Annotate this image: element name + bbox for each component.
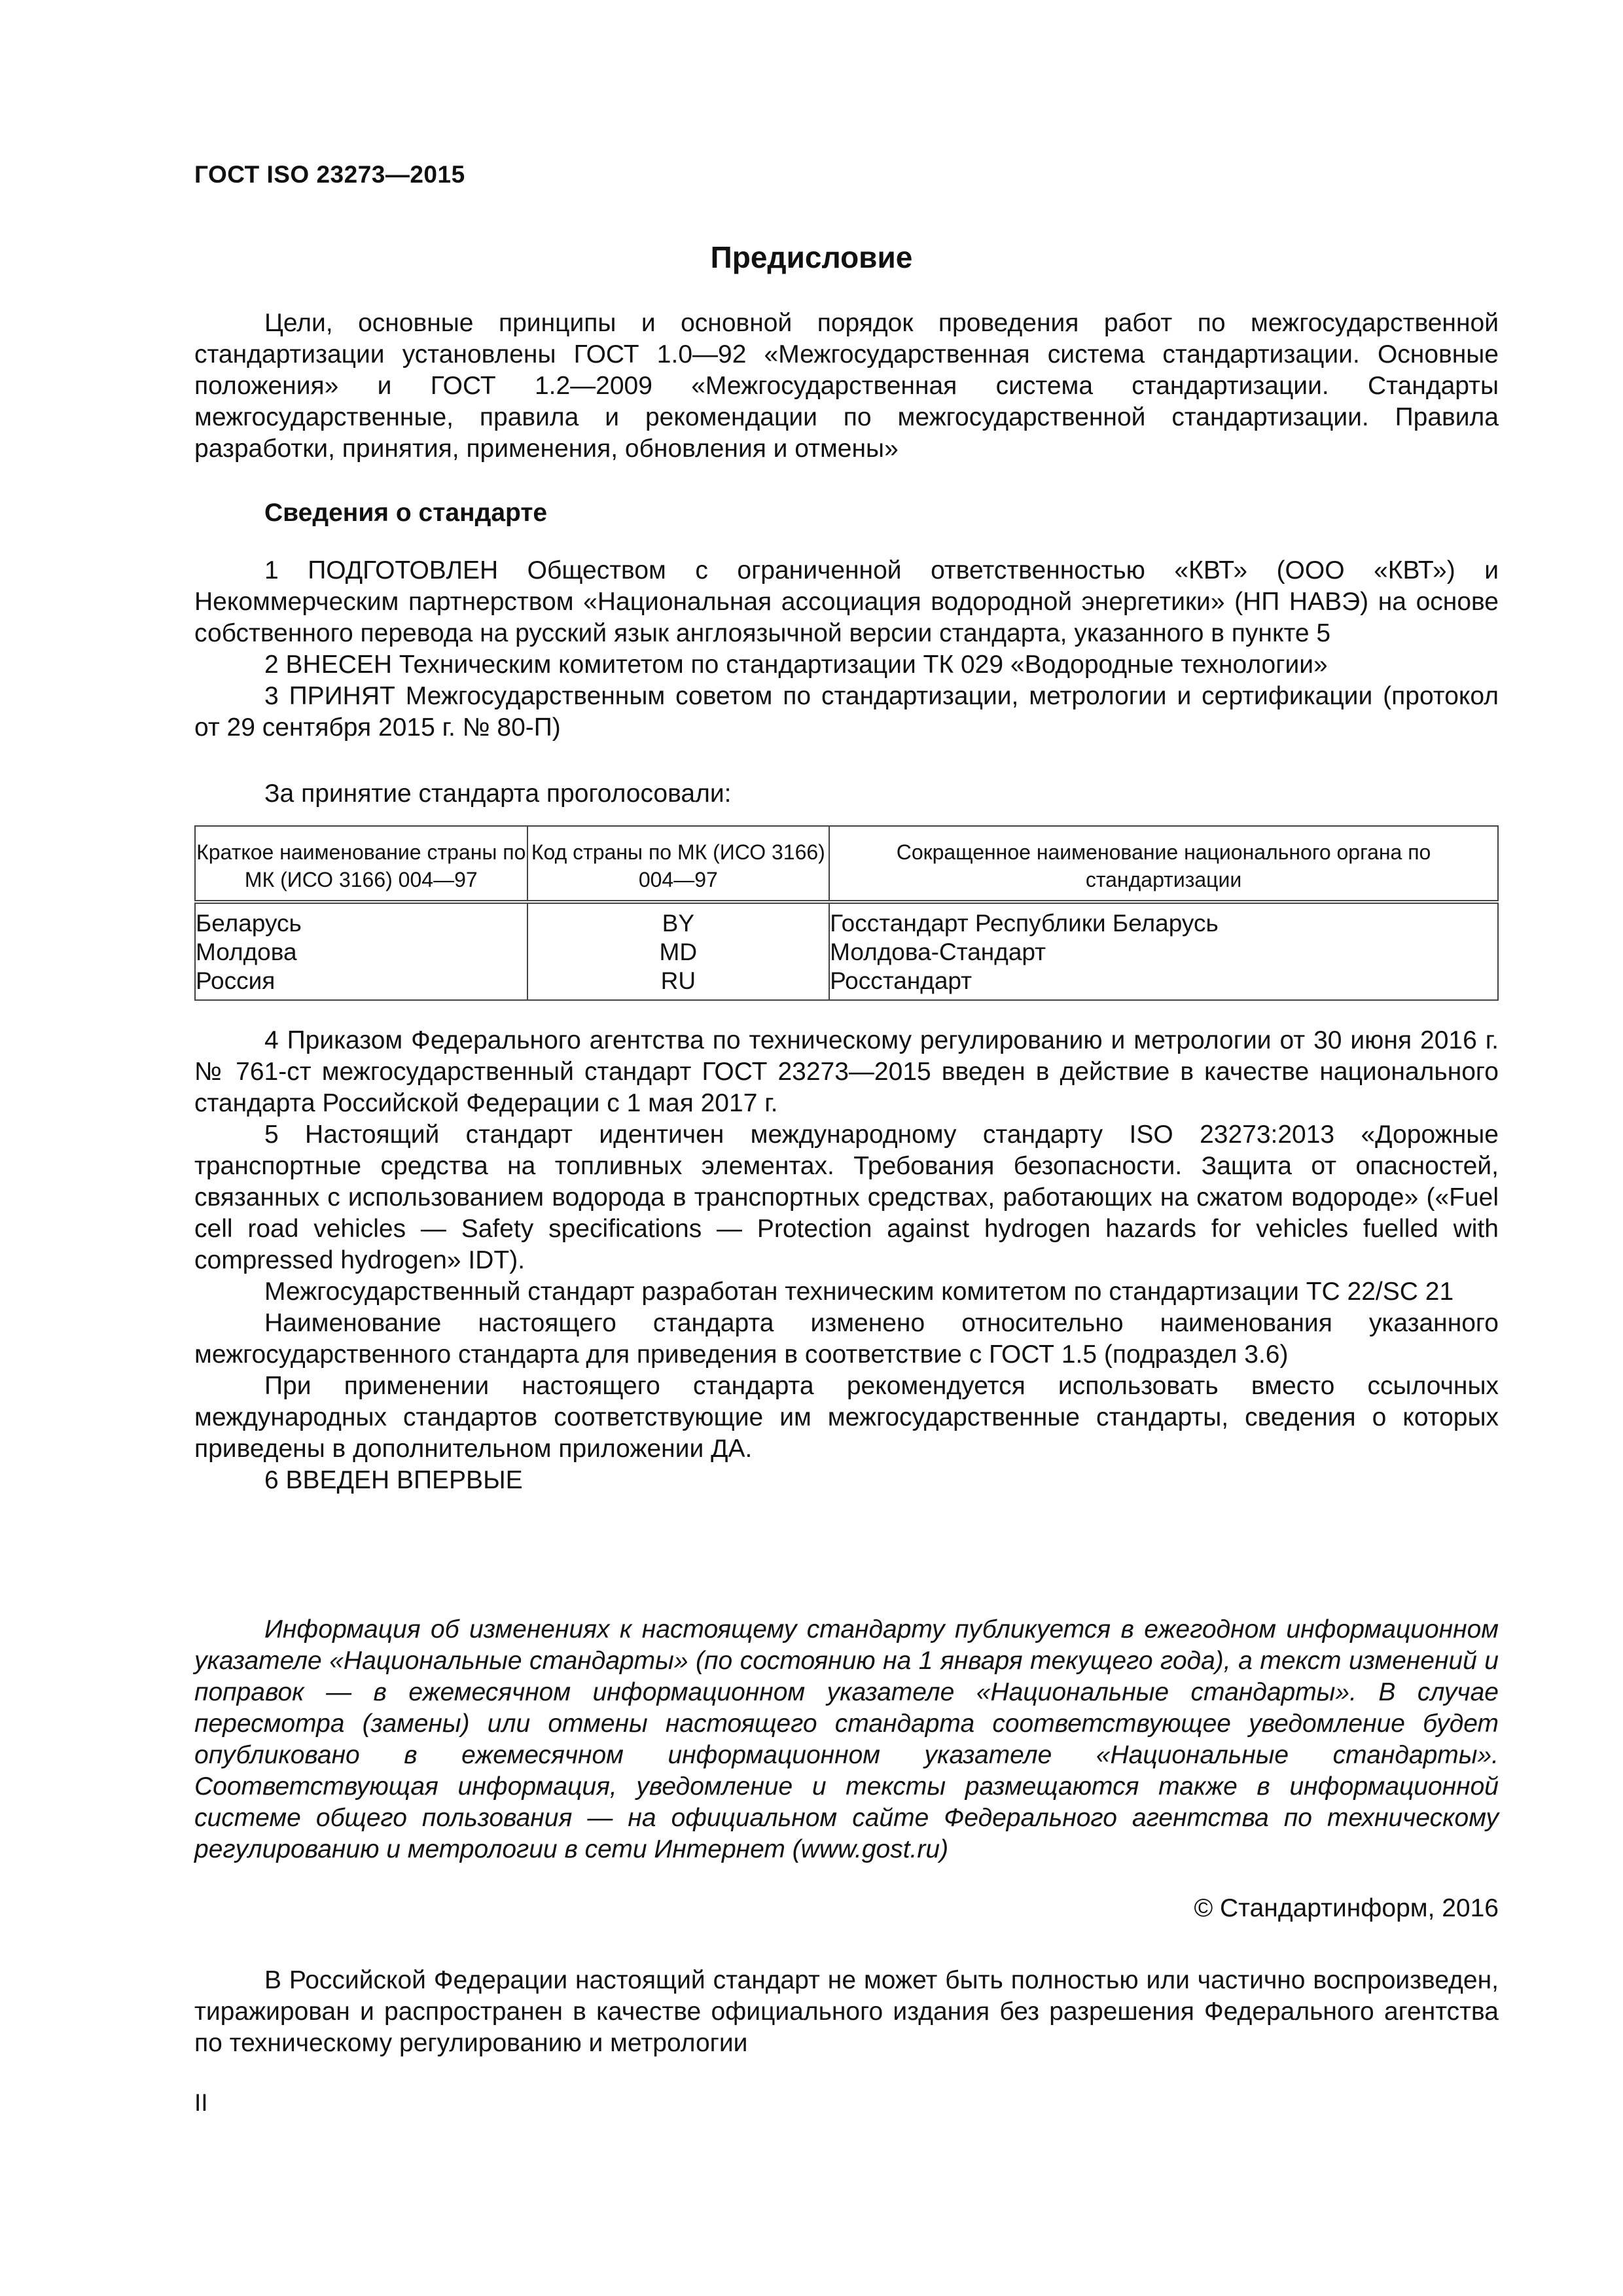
developer-note: Межгосударственный стандарт разработан техническим комитетом по стандартизации TC 22/SC 21 (264, 1278, 1454, 1306)
country-code: BY (527, 902, 830, 938)
country-name: Молдова (195, 938, 527, 967)
title-change-note: Наименование настоящего стандарта изменено относительно наименования указанного межгосударственного стандарта для приведения в соответствие с ГОСТ 1.5 (подраздел 3.6) (194, 1309, 1499, 1369)
header-national-body: Сокращенное наименование национального органа по стандартизации (829, 826, 1498, 902)
national-body: Госстандарт Республики Беларусь (829, 902, 1498, 938)
table-header-row (195, 826, 1498, 902)
reproduction-section (194, 1965, 1499, 2059)
country-code: RU (527, 967, 830, 1000)
voted-label: За принятие стандарта проголосовали: (264, 780, 732, 808)
country-name: Беларусь (195, 902, 527, 938)
table-row (195, 967, 1498, 1000)
table-row (195, 938, 1498, 967)
reproduction-notice: В Российской Федерации настоящий стандарт не может быть полностью или частично воспроизведен, тиражирован и распространен в качестве официального издания без разрешения Федерального агентства по техническому регулированию и метрологии (194, 1966, 1499, 2057)
country-name: Россия (195, 967, 527, 1000)
intro-section (194, 308, 1499, 465)
intro-paragraph: Цели, основные принципы и основной порядок проведения работ по межгосударственной стандартизации установлены ГОСТ 1.0—92 «Межгосударственная система стандартизации. Основные положения» и ГОСТ 1.2—2009 «Межгосударственная система стандартизации. Стандарты межгосударственные, правила и рекомендации по межгосударственной стандартизации. Правила разработки, принятия, применения, обновления и отмены» (194, 309, 1499, 463)
national-body: Росстандарт (829, 967, 1498, 1000)
page-title: Предисловие (710, 240, 913, 274)
standard-code: ГОСТ ISO 23273—2015 (194, 161, 465, 188)
header-country-name: Краткое наименование страны по МК (ИСО 3166) 004—97 (195, 826, 527, 902)
info-item-6: 6 ВВЕДЕН ВПЕРВЫЕ (264, 1466, 523, 1494)
standard-info-items (194, 555, 1499, 744)
national-body: Молдова-Стандарт (829, 938, 1498, 967)
info-item-3: 3 ПРИНЯТ Межгосударственным советом по стандартизации, метрологии и сертификации (протокол от 29 сентября 2015 г. № 80-П) (194, 682, 1499, 742)
info-item-5: 5 Настоящий стандарт идентичен международному стандарту ISO 23273:2013 «Дорожные транспортные средства на топливных элементах. Требования безопасности. Защита от опасностей, связанных с использованием водорода в транспортных средствах, работающих на сжатом водороде» («Fuel cell road vehicles — Safety specifications — Protection against hydrogen hazards for vehicles fuelled with compressed hydrogen» IDT). (194, 1121, 1499, 1274)
references-note: При применении настоящего стандарта рекомендуется использовать вместо ссылочных международных стандартов соответствующие им межгосударственные стандарты, сведения о которых приведены в дополнительном приложении ДА. (194, 1372, 1499, 1463)
info-item-1: 1 ПОДГОТОВЛЕН Обществом с ограниченной ответственностью «КВТ» (ООО «КВТ») и Некоммерческим партнерством «Национальная ассоциация водородной энергетики» (НП НАВЭ) на основе собственного перевода на русский язык англоязычной версии стандарта, указанного в пункте 5 (194, 556, 1499, 647)
standard-info-items-continued (194, 1025, 1499, 1496)
standard-info-heading: Сведения о стандарте (264, 499, 548, 527)
page-number: II (194, 2089, 208, 2116)
info-item-4: 4 Приказом Федерального агентства по техническому регулированию и метрологии от 30 июня 2016 г. № 761-ст межгосударственный стандарт ГОСТ 23273—2015 введен в действие в качестве национального стандарта Российской Федерации с 1 мая 2017 г. (194, 1026, 1499, 1117)
header-country-code: Код страны по МК (ИСО 3166) 004—97 (527, 826, 830, 902)
copyright: © Стандартинформ, 2016 (1194, 1894, 1499, 1922)
votes-table (194, 825, 1499, 1001)
table-row (195, 902, 1498, 938)
info-item-2: 2 ВНЕСЕН Техническим комитетом по стандартизации ТК 029 «Водородные технологии» (264, 651, 1328, 679)
country-code: MD (527, 938, 830, 967)
changes-info-notice: Информация об изменениях к настоящему стандарту публикуется в ежегодном информационном указателе «Национальные стандарты» (по состоянию на 1 января текущего года), а текст изменений и поправок — в ежемесячном информационном указателе «Национальные стандарты». В случае пересмотра (замены) или отмены настоящего стандарта соответствующее уведомление будет опубликовано в ежемесячном информационном указателе «Национальные стандарты». Соответствующая информация, уведомление и тексты размещаются также в информационной системе общего пользования — на официальном сайте Федерального агентства по техническому регулированию и метрологии в сети Интернет (www.gost.ru) (194, 1615, 1499, 1863)
